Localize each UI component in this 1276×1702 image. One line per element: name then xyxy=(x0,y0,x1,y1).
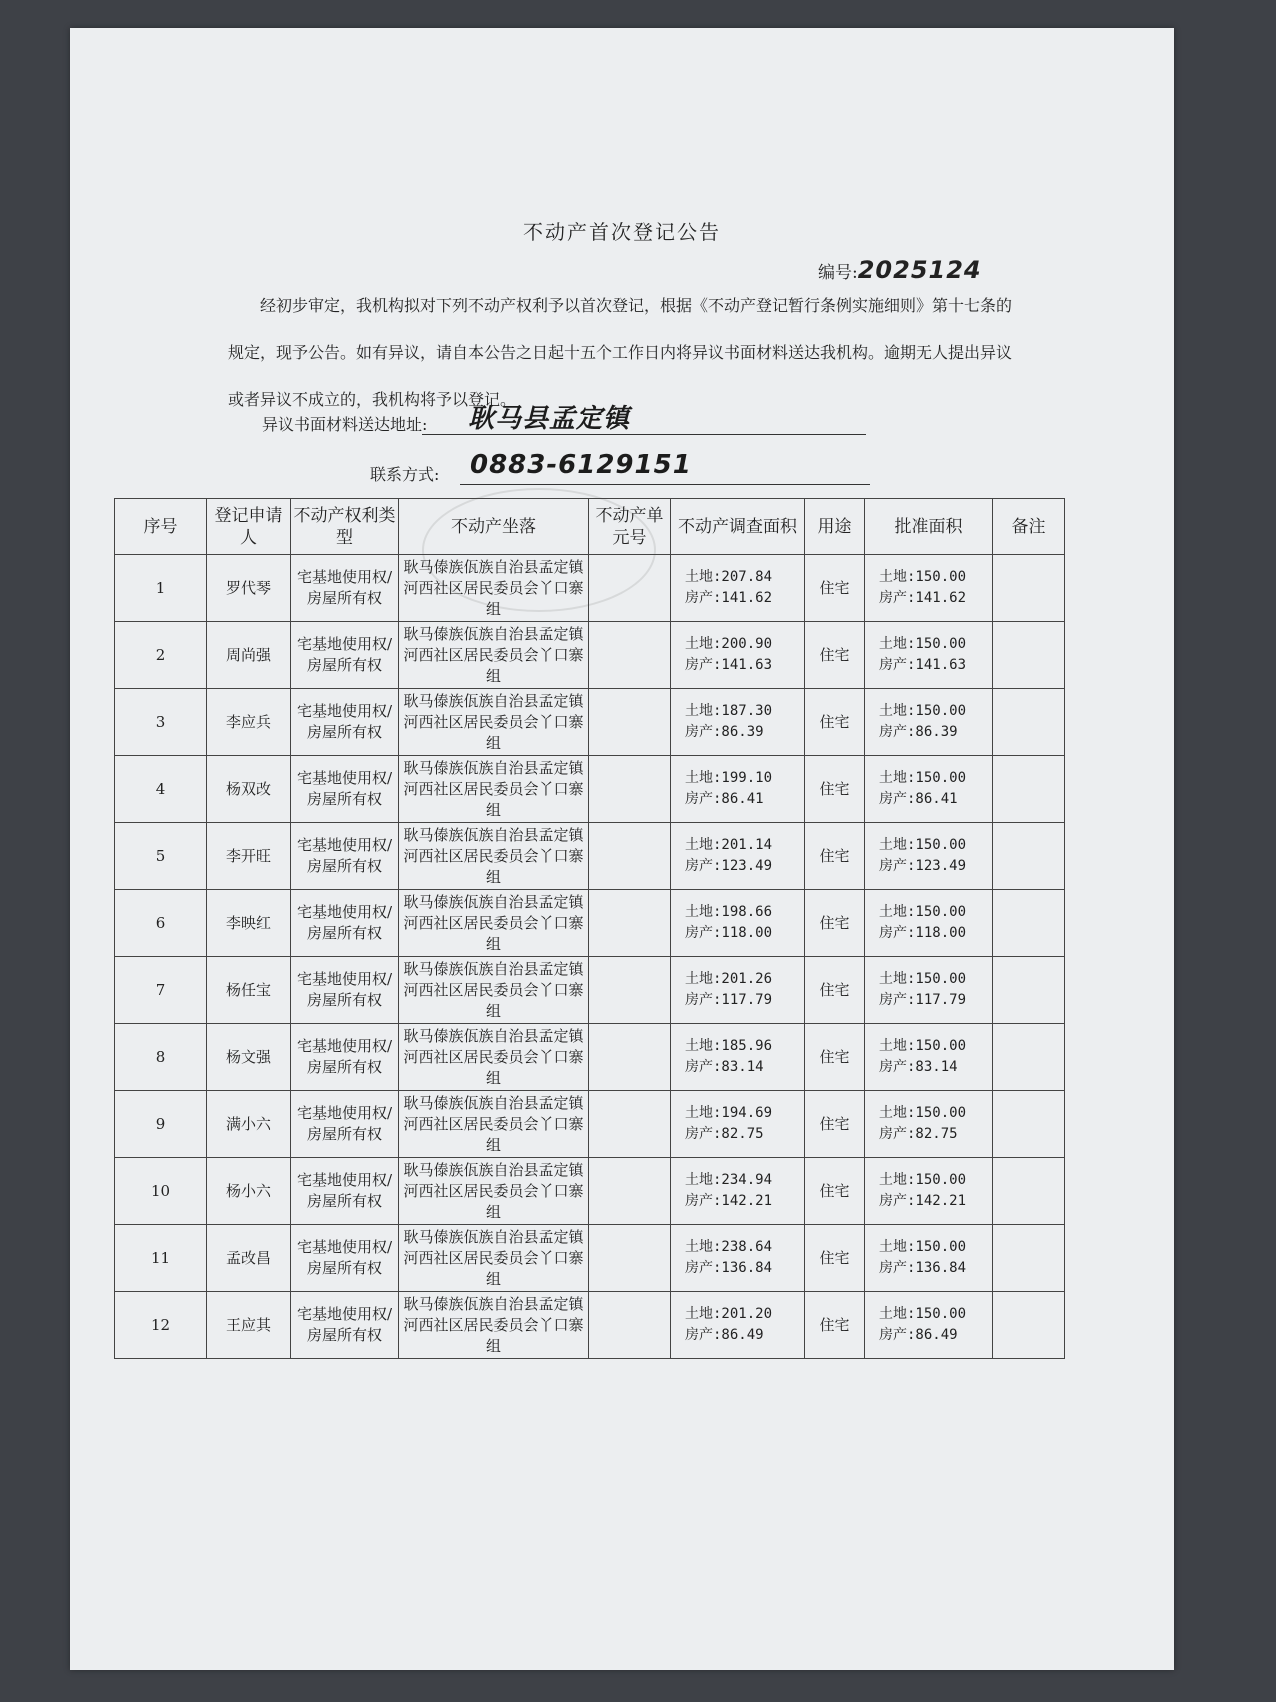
approved-house: 房产:118.00 xyxy=(879,925,967,941)
cell-approved-area xyxy=(865,1024,993,1091)
cell-note xyxy=(993,890,1065,957)
cell-applicant: 杨双改 xyxy=(207,756,291,823)
cell-note xyxy=(993,756,1065,823)
serial-value: 2025124 xyxy=(857,256,982,284)
cell-no: 10 xyxy=(115,1158,207,1225)
cell-approved-area xyxy=(865,823,993,890)
cell-no: 5 xyxy=(115,823,207,890)
contact-label: 联系方式: xyxy=(370,465,440,484)
survey-house: 房产:86.39 xyxy=(685,724,764,740)
survey-house: 房产:118.00 xyxy=(685,925,773,941)
cell-right-type: 宅基地使用权/房屋所有权 xyxy=(291,555,399,622)
survey-land: 土地:207.84 xyxy=(685,569,773,585)
cell-applicant: 李映红 xyxy=(207,890,291,957)
survey-land: 土地:201.14 xyxy=(685,837,773,853)
cell-no: 4 xyxy=(115,756,207,823)
page-title: 不动产首次登记公告 xyxy=(523,220,721,244)
cell-no: 9 xyxy=(115,1091,207,1158)
cell-applicant: 李开旺 xyxy=(207,823,291,890)
cell-no: 7 xyxy=(115,957,207,1024)
cell-unit-no xyxy=(589,555,671,622)
cell-survey-area xyxy=(671,756,805,823)
cell-use: 住宅 xyxy=(805,1225,865,1292)
cell-unit-no xyxy=(589,1024,671,1091)
cell-survey-area xyxy=(671,1158,805,1225)
survey-land: 土地:234.94 xyxy=(685,1172,773,1188)
cell-right-type: 宅基地使用权/房屋所有权 xyxy=(291,756,399,823)
col-header-right-type: 不动产权利类型 xyxy=(291,499,399,555)
cell-approved-area xyxy=(865,957,993,1024)
table-row xyxy=(115,1225,1065,1292)
cell-right-type: 宅基地使用权/房屋所有权 xyxy=(291,1292,399,1359)
survey-house: 房产:86.49 xyxy=(685,1327,764,1343)
cell-survey-area xyxy=(671,1091,805,1158)
cell-unit-no xyxy=(589,622,671,689)
cell-applicant: 周尚强 xyxy=(207,622,291,689)
survey-land: 土地:198.66 xyxy=(685,904,773,920)
cell-note xyxy=(993,1225,1065,1292)
cell-applicant: 孟改昌 xyxy=(207,1225,291,1292)
cell-survey-area xyxy=(671,1292,805,1359)
approved-land: 土地:150.00 xyxy=(879,1105,967,1121)
table-row xyxy=(115,1024,1065,1091)
cell-right-type: 宅基地使用权/房屋所有权 xyxy=(291,1024,399,1091)
cell-approved-area xyxy=(865,890,993,957)
cell-use: 住宅 xyxy=(805,890,865,957)
cell-location: 耿马傣族佤族自治县孟定镇河西社区居民委员会丫口寨组 xyxy=(399,756,589,823)
col-header-location: 不动产坐落 xyxy=(399,499,589,555)
survey-house: 房产:136.84 xyxy=(685,1260,773,1276)
cell-note xyxy=(993,1158,1065,1225)
col-header-no: 序号 xyxy=(115,499,207,555)
col-header-approved-area: 批准面积 xyxy=(865,499,993,555)
cell-survey-area xyxy=(671,823,805,890)
serial-label: 编号: xyxy=(818,263,858,283)
cell-location: 耿马傣族佤族自治县孟定镇河西社区居民委员会丫口寨组 xyxy=(399,689,589,756)
contact-field xyxy=(370,450,970,492)
survey-land: 土地:185.96 xyxy=(685,1038,773,1054)
cell-applicant: 李应兵 xyxy=(207,689,291,756)
cell-note xyxy=(993,957,1065,1024)
col-header-survey-area: 不动产调查面积 xyxy=(671,499,805,555)
cell-right-type: 宅基地使用权/房屋所有权 xyxy=(291,689,399,756)
survey-land: 土地:194.69 xyxy=(685,1105,773,1121)
cell-location: 耿马傣族佤族自治县孟定镇河西社区居民委员会丫口寨组 xyxy=(399,1091,589,1158)
approved-land: 土地:150.00 xyxy=(879,1172,967,1188)
cell-right-type: 宅基地使用权/房屋所有权 xyxy=(291,890,399,957)
cell-applicant: 满小六 xyxy=(207,1091,291,1158)
survey-land: 土地:187.30 xyxy=(685,703,773,719)
intro-paragraph: 经初步审定，我机构拟对下列不动产权利予以首次登记，根据《不动产登记暂行条例实施细则》第十七条的规定，现予公告。如有异议，请自本公告之日起十五个工作日内将异议书面材料送达我机构。逾期无人提出异议或者异议不成立的，我机构将予以登记。 xyxy=(228,296,1013,409)
survey-land: 土地:199.10 xyxy=(685,770,773,786)
cell-approved-area xyxy=(865,622,993,689)
table-row xyxy=(115,823,1065,890)
survey-house: 房产:141.63 xyxy=(685,657,773,673)
cell-use: 住宅 xyxy=(805,756,865,823)
cell-survey-area xyxy=(671,957,805,1024)
contact-underline xyxy=(460,484,870,485)
survey-house: 房产:123.49 xyxy=(685,858,773,874)
cell-no: 8 xyxy=(115,1024,207,1091)
approved-house: 房产:142.21 xyxy=(879,1193,967,1209)
cell-note xyxy=(993,689,1065,756)
col-header-note: 备注 xyxy=(993,499,1065,555)
table-header-row xyxy=(115,499,1065,555)
approved-house: 房产:86.49 xyxy=(879,1327,958,1343)
address-label: 异议书面材料送达地址: xyxy=(262,415,428,434)
cell-unit-no xyxy=(589,689,671,756)
cell-location: 耿马傣族佤族自治县孟定镇河西社区居民委员会丫口寨组 xyxy=(399,622,589,689)
approved-land: 土地:150.00 xyxy=(879,1038,967,1054)
cell-location: 耿马傣族佤族自治县孟定镇河西社区居民委员会丫口寨组 xyxy=(399,1225,589,1292)
survey-land: 土地:201.20 xyxy=(685,1306,773,1322)
cell-unit-no xyxy=(589,890,671,957)
cell-note xyxy=(993,622,1065,689)
approved-land: 土地:150.00 xyxy=(879,837,967,853)
cell-right-type: 宅基地使用权/房屋所有权 xyxy=(291,823,399,890)
col-header-use: 用途 xyxy=(805,499,865,555)
cell-note xyxy=(993,1024,1065,1091)
cell-use: 住宅 xyxy=(805,1091,865,1158)
cell-use: 住宅 xyxy=(805,1158,865,1225)
cell-survey-area xyxy=(671,555,805,622)
cell-right-type: 宅基地使用权/房屋所有权 xyxy=(291,622,399,689)
cell-use: 住宅 xyxy=(805,1292,865,1359)
survey-house: 房产:142.21 xyxy=(685,1193,773,1209)
survey-land: 土地:200.90 xyxy=(685,636,773,652)
cell-use: 住宅 xyxy=(805,1024,865,1091)
cell-survey-area xyxy=(671,689,805,756)
cell-right-type: 宅基地使用权/房屋所有权 xyxy=(291,1091,399,1158)
survey-land: 土地:201.26 xyxy=(685,971,773,987)
cell-note xyxy=(993,1292,1065,1359)
cell-survey-area xyxy=(671,890,805,957)
cell-no: 1 xyxy=(115,555,207,622)
approved-house: 房产:117.79 xyxy=(879,992,967,1008)
cell-use: 住宅 xyxy=(805,622,865,689)
cell-no: 2 xyxy=(115,622,207,689)
cell-applicant: 杨小六 xyxy=(207,1158,291,1225)
serial-number xyxy=(818,256,982,284)
cell-applicant: 杨任宝 xyxy=(207,957,291,1024)
cell-note xyxy=(993,555,1065,622)
survey-house: 房产:141.62 xyxy=(685,590,773,606)
cell-survey-area xyxy=(671,622,805,689)
cell-unit-no xyxy=(589,1091,671,1158)
cell-approved-area xyxy=(865,1091,993,1158)
cell-location: 耿马傣族佤族自治县孟定镇河西社区居民委员会丫口寨组 xyxy=(399,1024,589,1091)
cell-no: 12 xyxy=(115,1292,207,1359)
cell-unit-no xyxy=(589,756,671,823)
approved-land: 土地:150.00 xyxy=(879,904,967,920)
table-row xyxy=(115,957,1065,1024)
table-row xyxy=(115,1158,1065,1225)
cell-right-type: 宅基地使用权/房屋所有权 xyxy=(291,1225,399,1292)
contact-value: 0883-6129151 xyxy=(470,450,692,480)
approved-land: 土地:150.00 xyxy=(879,703,967,719)
cell-applicant: 杨文强 xyxy=(207,1024,291,1091)
approved-land: 土地:150.00 xyxy=(879,569,967,585)
cell-location: 耿马傣族佤族自治县孟定镇河西社区居民委员会丫口寨组 xyxy=(399,555,589,622)
notice-paper xyxy=(70,28,1174,1670)
cell-location: 耿马傣族佤族自治县孟定镇河西社区居民委员会丫口寨组 xyxy=(399,890,589,957)
survey-house: 房产:83.14 xyxy=(685,1059,764,1075)
cell-right-type: 宅基地使用权/房屋所有权 xyxy=(291,957,399,1024)
cell-approved-area xyxy=(865,555,993,622)
cell-approved-area xyxy=(865,1292,993,1359)
approved-land: 土地:150.00 xyxy=(879,971,967,987)
cell-approved-area xyxy=(865,756,993,823)
col-header-applicant: 登记申请人 xyxy=(207,499,291,555)
survey-house: 房产:117.79 xyxy=(685,992,773,1008)
cell-unit-no xyxy=(589,1158,671,1225)
col-header-unit-no: 不动产单元号 xyxy=(589,499,671,555)
approved-land: 土地:150.00 xyxy=(879,770,967,786)
cell-no: 6 xyxy=(115,890,207,957)
address-value: 耿马县孟定镇 xyxy=(468,404,631,434)
registration-table xyxy=(114,498,1065,1359)
approved-house: 房产:83.14 xyxy=(879,1059,958,1075)
cell-note xyxy=(993,1091,1065,1158)
cell-approved-area xyxy=(865,689,993,756)
cell-location: 耿马傣族佤族自治县孟定镇河西社区居民委员会丫口寨组 xyxy=(399,1158,589,1225)
approved-land: 土地:150.00 xyxy=(879,636,967,652)
cell-survey-area xyxy=(671,1225,805,1292)
approved-land: 土地:150.00 xyxy=(879,1239,967,1255)
cell-survey-area xyxy=(671,1024,805,1091)
cell-use: 住宅 xyxy=(805,957,865,1024)
cell-applicant: 罗代琴 xyxy=(207,555,291,622)
cell-unit-no xyxy=(589,823,671,890)
cell-unit-no xyxy=(589,1292,671,1359)
cell-location: 耿马傣族佤族自治县孟定镇河西社区居民委员会丫口寨组 xyxy=(399,823,589,890)
approved-house: 房产:123.49 xyxy=(879,858,967,874)
table-row xyxy=(115,1091,1065,1158)
approved-house: 房产:86.41 xyxy=(879,791,958,807)
survey-house: 房产:86.41 xyxy=(685,791,764,807)
survey-land: 土地:238.64 xyxy=(685,1239,773,1255)
cell-approved-area xyxy=(865,1158,993,1225)
approved-land: 土地:150.00 xyxy=(879,1306,967,1322)
survey-house: 房产:82.75 xyxy=(685,1126,764,1142)
cell-unit-no xyxy=(589,1225,671,1292)
cell-use: 住宅 xyxy=(805,689,865,756)
approved-house: 房产:136.84 xyxy=(879,1260,967,1276)
table-row xyxy=(115,890,1065,957)
cell-note xyxy=(993,823,1065,890)
cell-location: 耿马傣族佤族自治县孟定镇河西社区居民委员会丫口寨组 xyxy=(399,1292,589,1359)
table-row xyxy=(115,1292,1065,1359)
table-row xyxy=(115,756,1065,823)
cell-approved-area xyxy=(865,1225,993,1292)
cell-no: 3 xyxy=(115,689,207,756)
approved-house: 房产:86.39 xyxy=(879,724,958,740)
cell-use: 住宅 xyxy=(805,555,865,622)
cell-applicant: 王应其 xyxy=(207,1292,291,1359)
approved-house: 房产:141.62 xyxy=(879,590,967,606)
table-row xyxy=(115,555,1065,622)
cell-no: 11 xyxy=(115,1225,207,1292)
address-underline xyxy=(422,434,866,435)
table-row xyxy=(115,622,1065,689)
cell-unit-no xyxy=(589,957,671,1024)
approved-house: 房产:141.63 xyxy=(879,657,967,673)
cell-right-type: 宅基地使用权/房屋所有权 xyxy=(291,1158,399,1225)
address-field xyxy=(262,404,962,442)
table-row xyxy=(115,689,1065,756)
cell-use: 住宅 xyxy=(805,823,865,890)
approved-house: 房产:82.75 xyxy=(879,1126,958,1142)
cell-location: 耿马傣族佤族自治县孟定镇河西社区居民委员会丫口寨组 xyxy=(399,957,589,1024)
